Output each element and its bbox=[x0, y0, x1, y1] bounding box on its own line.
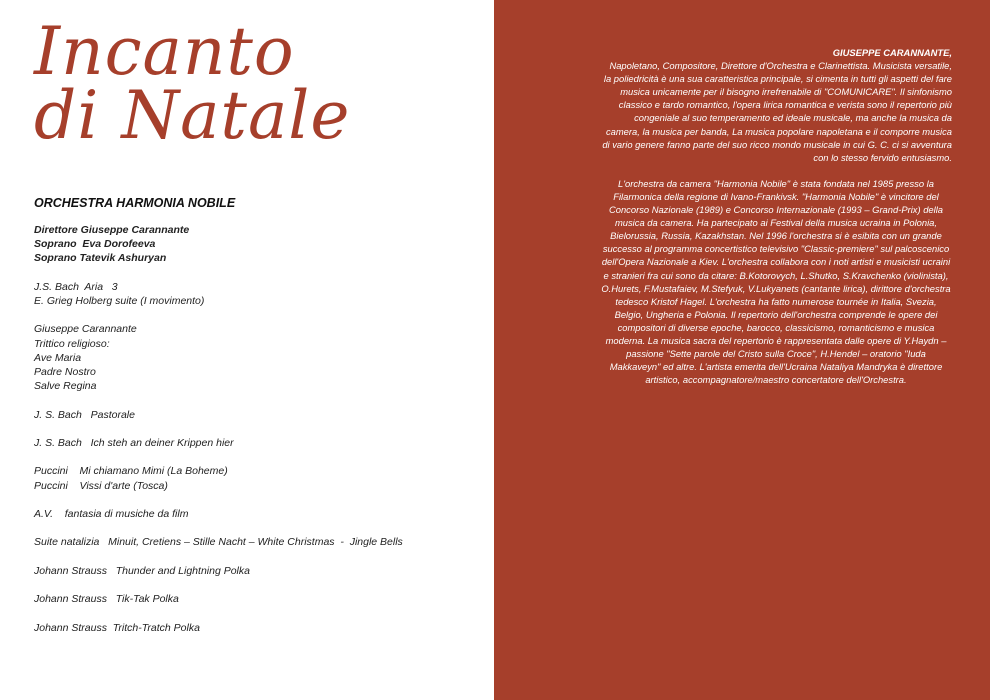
program-block bbox=[34, 322, 474, 393]
program-line: Puccini Mi chiamano Mimi (La Boheme) bbox=[34, 465, 228, 478]
program-block bbox=[34, 280, 474, 308]
program-block bbox=[34, 535, 474, 549]
program-block bbox=[34, 464, 474, 492]
program-line: Johann Strauss Thunder and Lightning Polka bbox=[34, 564, 250, 577]
bio-heading: GIUSEPPE CARANNANTE, bbox=[832, 47, 952, 58]
program-line: Padre Nostro bbox=[34, 366, 96, 378]
program-line: Johann Strauss Tik-Tak Polka bbox=[34, 593, 179, 606]
bio-paragraph-1 bbox=[600, 46, 952, 164]
program-line: Giuseppe Carannante bbox=[34, 323, 137, 336]
program-line: Trittico religioso: bbox=[34, 337, 110, 350]
bio-text-1: Napoletano, Compositore, Direttore d'Orchestra e Clarinettista. Musicista versatile, la poliedricità è una sua caratteristica principale, si cimenta in tutti gli aspetti del fare musica unicamente per il bisogno irrefrenabile di "COMUNICARE". Il sinfonismo classico e tardo romantico, l'opera lirica romantica e verista sono il repertorio più congeniale al suo temperamento ed ideale musicale, ma anche la musica da camera, la musica per banda, La musica popolare napoletana e il comporre musica di vario genere fanno parte del suo ricco mondo musicale in cui G. C. ci si avventura con lo stesso fervido entusiasmo. bbox=[602, 60, 952, 163]
performer-line: Soprano Eva Dorofeeva bbox=[34, 238, 156, 251]
program-line: E. Grieg Holberg suite (I movimento) bbox=[34, 295, 205, 307]
program-line: A.V. fantasia di musiche da film bbox=[34, 507, 189, 520]
program-block bbox=[34, 436, 474, 450]
program-line: J. S. Bach Ich steh an deiner Krippen hier bbox=[34, 436, 234, 449]
program-list bbox=[34, 223, 474, 649]
program-line: Puccini Vissi d'arte (Tosca) bbox=[34, 479, 168, 492]
program-line: J. S. Bach Pastorale bbox=[34, 408, 135, 421]
program-line: Suite natalizia Minuit, Cretiens – Stille Nacht – White Christmas - Jingle Bells bbox=[34, 536, 403, 549]
biography-section bbox=[600, 46, 952, 386]
orchestra-heading: ORCHESTRA HARMONIA NOBILE bbox=[34, 196, 236, 210]
program-line: Ave Maria bbox=[34, 351, 82, 364]
program-block bbox=[34, 621, 474, 635]
title-line-2: di Natale bbox=[34, 77, 351, 154]
program-line: J.S. Bach Aria 3 bbox=[34, 280, 118, 293]
performer-line: Soprano Tatevik Ashuryan bbox=[34, 252, 167, 265]
bio-paragraph-2: L'orchestra da camera "Harmonia Nobile" è stata fondata nel 1985 presso la Filarmonica della regione di Ivano-Frankivsk. "Harmonia Nobile" è vincitore del Concorso Nazionale (1989) e Concorso Internazionale (1993 – Grand-Prix) della musica da camera. Ha partecipato ai Festival della musica ucraina in Polonia, Bielorussia, Russia, Kazakhstan. Nel 1996 l'orchestra si è esibita con un grande successo al programma concertistico televisivo "Classic-premiere" sul palcoscenico dell'Opera Nazionale a Kiev. L'orchestra collabora con i noti artisti e musicisti ucraini e stranieri fra cui sono da citare: B.Kotorovych, L.Shutko, S.Kravchenko (violinista), O.Hurets, F.Mustafaiev, M.Stefyuk, V.Lukyanets (cantante lirica), dirittore d'orchestra tedesco Kristof Hagel. L'orchestra ha fatto numerose tournée in Italia, Svezia, Belgio, Ungheria e Polonia. Il repertorio dell'orchestra comprende le opere dei compositori di diverse epoche, barocco, classicismo, romanticismo e musica moderna. La musica sacra del repertorio è rappresentata dalle opere di Y.Haydn – passione "Sette parole del Cristo sulla Croce", H.Hendel – oratorio "Iuda Makkaveyn" ed altre. L'artista emerita dell'Ucraina Nataliya Mandryka è direttore artistico, accompagnatore/maestro concertatore dell'Orchestra. bbox=[601, 177, 951, 386]
program-line: Johann Strauss Tritch-Tratch Polka bbox=[34, 621, 200, 634]
program-block bbox=[34, 223, 474, 266]
program-block bbox=[34, 408, 474, 422]
performer-line: Direttore Giuseppe Carannante bbox=[34, 224, 190, 236]
title-line-1: Incanto bbox=[34, 13, 295, 90]
page-title bbox=[34, 13, 351, 154]
program-block bbox=[34, 592, 474, 606]
program-line: Salve Regina bbox=[34, 380, 97, 393]
program-block bbox=[34, 507, 474, 521]
program-block bbox=[34, 564, 474, 578]
